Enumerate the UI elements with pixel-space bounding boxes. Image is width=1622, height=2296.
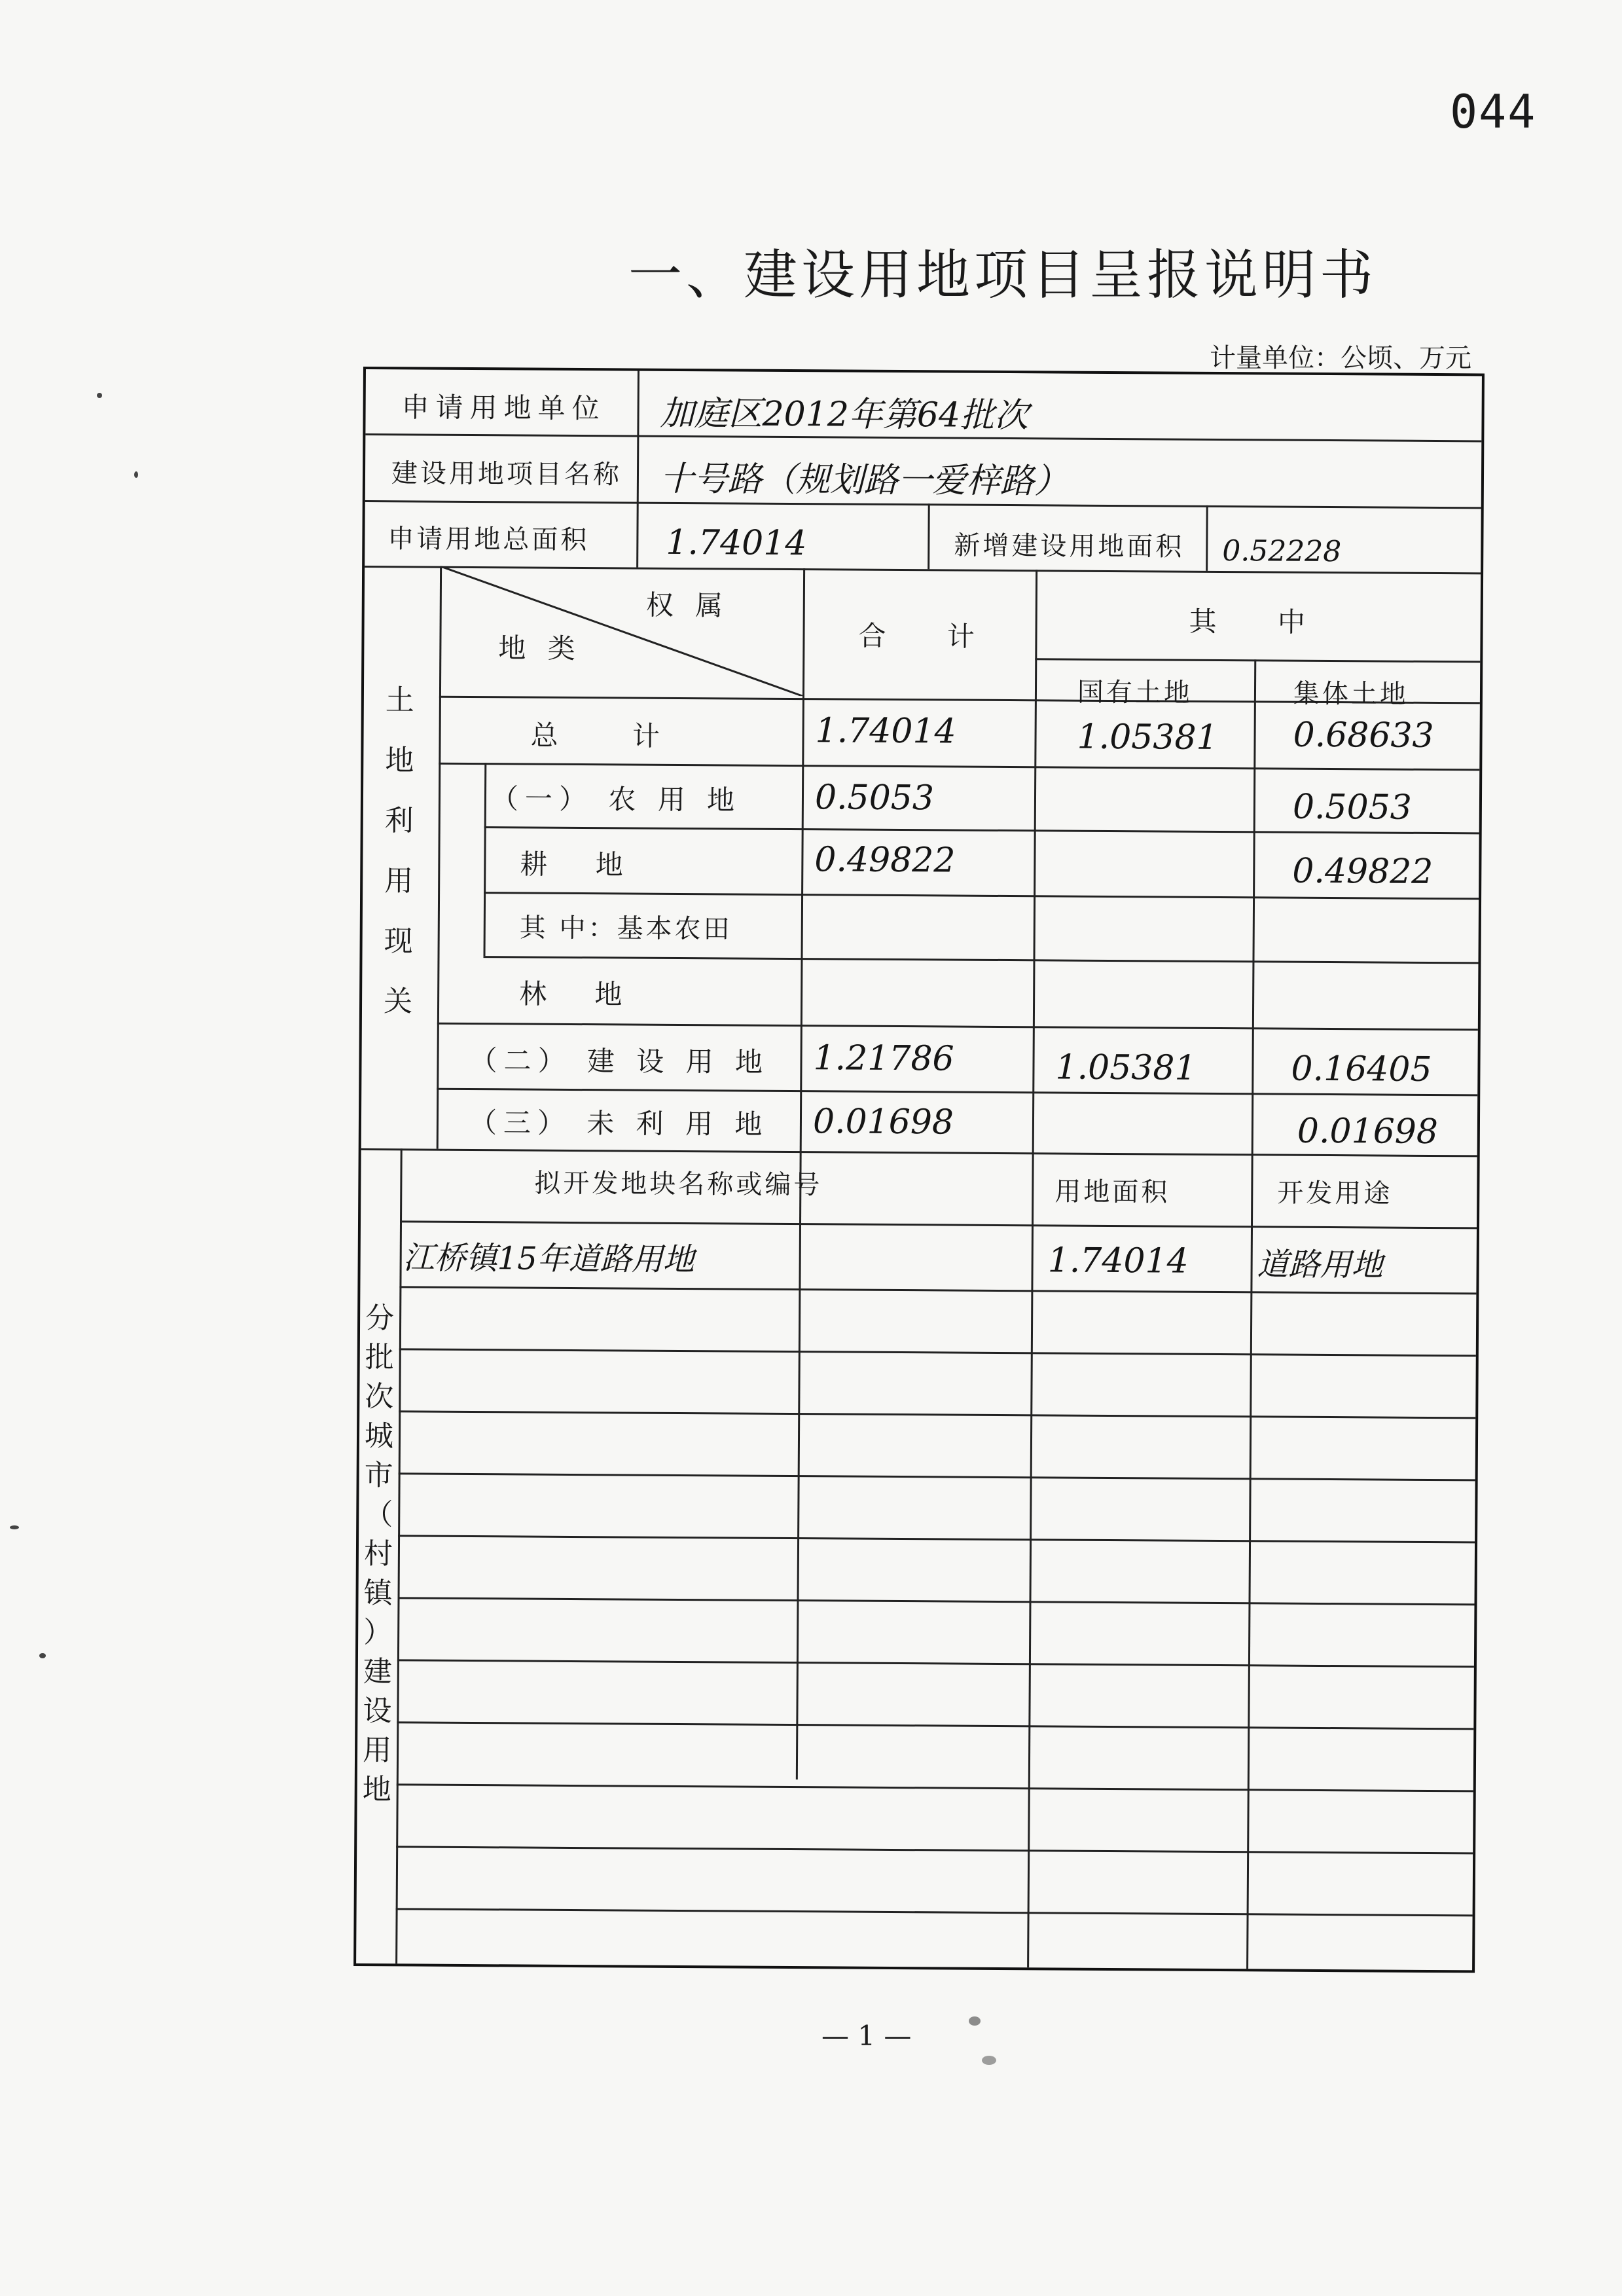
row-arable-sum: 0.49822 [814, 840, 956, 881]
scan-speck [39, 1653, 46, 1658]
page-number: 044 [1450, 85, 1537, 139]
row-arable-collective: 0.49822 [1292, 851, 1433, 892]
total-area-value: 1.74014 [666, 522, 807, 564]
row-total-collective: 0.68633 [1293, 715, 1434, 756]
row-unused-label: （三） 未 利 用 地 [469, 1106, 769, 1140]
batch-header-area: 用地面积 [1054, 1176, 1170, 1208]
header-diagonal-line [439, 566, 803, 696]
header-total: 合 计 [858, 619, 1001, 653]
batch-header-name: 拟开发地块名称或编号 [534, 1168, 823, 1201]
unit-note: 计量单位：公顷、万元 [1210, 343, 1471, 373]
row-total-state: 1.05381 [1077, 717, 1218, 757]
header-of-which: 其 中 [1189, 605, 1332, 639]
document-title: 一、建设用地项目呈报说明书 [628, 244, 1378, 306]
row-construction-sum: 1.21786 [813, 1038, 954, 1079]
batch-row-use: 道路用地 [1257, 1246, 1383, 1284]
project-name-label: 建设用地项目名称 [391, 458, 622, 490]
row-agricultural-sum: 0.5053 [814, 778, 935, 818]
row-agricultural-collective: 0.5053 [1292, 787, 1413, 828]
batch-header-use: 开发用途 [1277, 1178, 1393, 1209]
row-unused-sum: 0.01698 [812, 1102, 954, 1142]
batch-row-name: 江桥镇15年道路用地 [403, 1239, 694, 1279]
row-basic-farmland-label: 其 中：基本农田 [519, 913, 732, 945]
new-area-value: 0.52228 [1222, 534, 1342, 569]
total-area-label: 申请用地总面积 [387, 524, 590, 556]
scan-speck [97, 393, 102, 398]
new-area-label: 新增建设用地面积 [954, 530, 1185, 562]
row-construction-state: 1.05381 [1055, 1048, 1197, 1088]
row-agricultural-label: （一） 农 用 地 [490, 782, 742, 816]
row-arable-label: 耕 地 [520, 848, 643, 881]
batch-side-label: 分批次城市（村镇）建设用地 [362, 1302, 395, 1807]
batch-row-area: 1.74014 [1047, 1241, 1189, 1281]
applicant-label: 申请用地单位 [401, 391, 606, 425]
row-construction-label: （二） 建 设 用 地 [469, 1044, 770, 1078]
application-table [353, 367, 1485, 1973]
row-total-label: 总 计 [530, 719, 693, 753]
scan-speck [134, 471, 138, 478]
row-construction-collective: 0.16405 [1291, 1049, 1432, 1089]
header-state-land: 国有土地 [1077, 677, 1193, 708]
project-name-value: 十号路（规划路一爱梓路） [659, 459, 1069, 501]
page-footer: — 1 — [821, 2020, 912, 2052]
applicant-value: 加庭区2012年第64批次 [660, 393, 1029, 436]
row-total-sum: 1.74014 [815, 711, 956, 752]
land-use-side-label: 土地利用现关 [383, 683, 415, 1019]
row-unused-collective: 0.01698 [1297, 1111, 1439, 1152]
scan-speck [969, 2016, 981, 2026]
scan-speck [982, 2056, 996, 2065]
header-land-type: 地 类 [498, 632, 582, 665]
scan-speck [10, 1525, 19, 1529]
header-ownership: 权 属 [645, 589, 730, 622]
row-forest-label: 林 地 [519, 977, 642, 1011]
header-collective-land: 集体土地 [1293, 678, 1409, 710]
